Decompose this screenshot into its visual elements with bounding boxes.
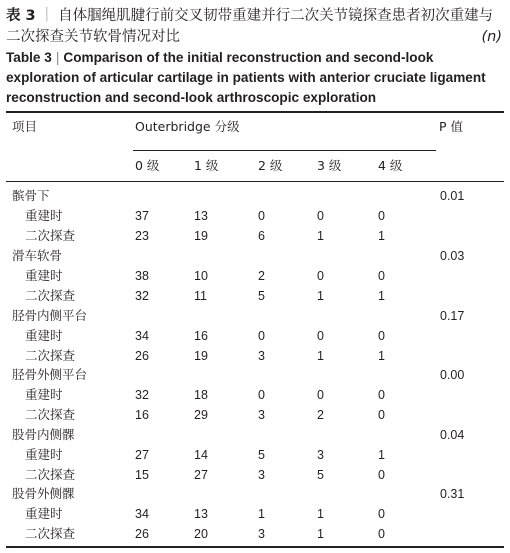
table-cell: 26 — [135, 349, 149, 363]
grade-header: 4 级 — [378, 158, 403, 173]
table-cell: 13 — [194, 507, 208, 521]
table-cell: 3 — [258, 408, 265, 422]
row-label: 重建时 — [25, 328, 63, 343]
english-caption: Table 3 | Comparison of the initial reconstruction and second-look exploration of articular cartilage in patients with anterior cruciate ligament reconstruction and second-look arthroscopic exploration — [6, 50, 486, 105]
table-cell: 19 — [194, 349, 208, 363]
table-cell: 5 — [317, 468, 324, 482]
table-cell: 0 — [258, 329, 265, 343]
p-value: 0.01 — [440, 189, 465, 203]
table-cell: 0 — [317, 329, 324, 343]
table-cell: 3 — [258, 468, 265, 482]
table-cell: 38 — [135, 269, 149, 283]
caption-cn-label: 表 3 — [6, 8, 36, 24]
table-cell: 1 — [378, 289, 385, 303]
table-cell: 0 — [378, 329, 385, 343]
table-cell: 0 — [378, 468, 385, 482]
table-cell: 5 — [258, 448, 265, 462]
p-value: 0.03 — [440, 249, 465, 263]
group-name: 髌骨下 — [12, 188, 50, 203]
row-label: 二次探查 — [25, 467, 76, 482]
table-cell: 3 — [317, 448, 324, 462]
table-cell: 26 — [135, 527, 149, 541]
table-cell: 1 — [258, 507, 265, 521]
row-label: 二次探查 — [25, 526, 76, 541]
table-cell: 0 — [378, 408, 385, 422]
table-cell: 34 — [135, 507, 149, 521]
table-cell: 32 — [135, 388, 149, 402]
table-cell: 2 — [258, 269, 265, 283]
table-cell: 15 — [135, 468, 149, 482]
caption-cn-unit: (n) — [481, 29, 502, 45]
grade-header: 0 级 — [135, 158, 160, 173]
table-cell: 32 — [135, 289, 149, 303]
table-cell: 23 — [135, 229, 149, 243]
table-cell: 27 — [194, 468, 208, 482]
table-cell: 2 — [317, 408, 324, 422]
p-value: 0.31 — [440, 487, 465, 501]
caption-en-text: Comparison of the initial reconstruction and second-look exploration of articular cartilage in patients with anterior cruciate ligament reconstruction and second-look arthroscopic exploration — [6, 50, 486, 105]
p-value: 0.04 — [440, 428, 465, 442]
table-cell: 0 — [258, 209, 265, 223]
table-cell: 0 — [317, 209, 324, 223]
row-label: 重建时 — [25, 208, 63, 223]
grade-header: 2 级 — [258, 158, 283, 173]
row-label: 二次探查 — [25, 228, 76, 243]
header-item: 项目 — [12, 119, 38, 134]
table-cell: 34 — [135, 329, 149, 343]
header-outerbridge: Outerbridge 分级 — [135, 119, 240, 134]
row-label: 重建时 — [25, 268, 63, 283]
table-cell: 16 — [194, 329, 208, 343]
group-name: 股骨内侧髁 — [12, 427, 75, 442]
table-cell: 1 — [317, 507, 324, 521]
p-value: 0.17 — [440, 309, 465, 323]
header-p-value: P 值 — [439, 119, 464, 134]
table-cell: 13 — [194, 209, 208, 223]
table-cell: 29 — [194, 408, 208, 422]
table-cell: 0 — [258, 388, 265, 402]
caption-en-label: Table 3 — [6, 50, 52, 65]
table-cell: 0 — [378, 269, 385, 283]
group-name: 股骨外侧髁 — [12, 486, 75, 501]
row-label: 二次探查 — [25, 407, 76, 422]
table-cell: 1 — [378, 229, 385, 243]
table-cell: 1 — [317, 527, 324, 541]
grade-header: 3 级 — [317, 158, 342, 173]
table-cell: 10 — [194, 269, 208, 283]
table-cell: 27 — [135, 448, 149, 462]
table-cell: 11 — [194, 289, 207, 303]
group-name: 滑车软骨 — [12, 248, 63, 263]
row-label: 二次探查 — [25, 288, 76, 303]
caption-cn-text: 自体腘绳肌腱行前交叉韧带重建并行二次关节镜探查患者初次重建与二次探查关节软骨情况对比 — [6, 8, 494, 45]
table-cell: 19 — [194, 229, 208, 243]
group-underline — [133, 150, 436, 151]
table-cell: 18 — [194, 388, 208, 402]
table-bottom-rule — [6, 546, 504, 548]
table-cell: 5 — [258, 289, 265, 303]
table-cell: 1 — [317, 229, 324, 243]
header-bottom-rule — [6, 181, 504, 182]
table-cell: 1 — [378, 349, 385, 363]
table-cell: 20 — [194, 527, 208, 541]
table-cell: 1 — [317, 349, 324, 363]
group-name: 胫骨外侧平台 — [12, 367, 88, 382]
table-cell: 0 — [317, 388, 324, 402]
table-top-rule — [6, 111, 504, 113]
table-cell: 3 — [258, 349, 265, 363]
table-cell: 0 — [378, 388, 385, 402]
row-label: 重建时 — [25, 387, 63, 402]
table-cell: 16 — [135, 408, 149, 422]
grade-header: 1 级 — [194, 158, 219, 173]
p-value: 0.00 — [440, 368, 465, 382]
table-cell: 0 — [378, 527, 385, 541]
table-cell: 1 — [317, 289, 324, 303]
row-label: 重建时 — [25, 447, 63, 462]
table-cell: 37 — [135, 209, 149, 223]
table-cell: 0 — [378, 209, 385, 223]
table-cell: 0 — [378, 507, 385, 521]
row-label: 二次探查 — [25, 348, 76, 363]
table-cell: 1 — [378, 448, 385, 462]
table-cell: 0 — [317, 269, 324, 283]
table-cell: 14 — [194, 448, 208, 462]
group-name: 胫骨内侧平台 — [12, 308, 88, 323]
chinese-caption: 表 3 ｜ 自体腘绳肌腱行前交叉韧带重建并行二次关节镜探查患者初次重建与二次探查关节软骨情况对比 (n) — [6, 6, 504, 48]
table-cell: 6 — [258, 229, 265, 243]
row-label: 重建时 — [25, 506, 63, 521]
table-cell: 3 — [258, 527, 265, 541]
